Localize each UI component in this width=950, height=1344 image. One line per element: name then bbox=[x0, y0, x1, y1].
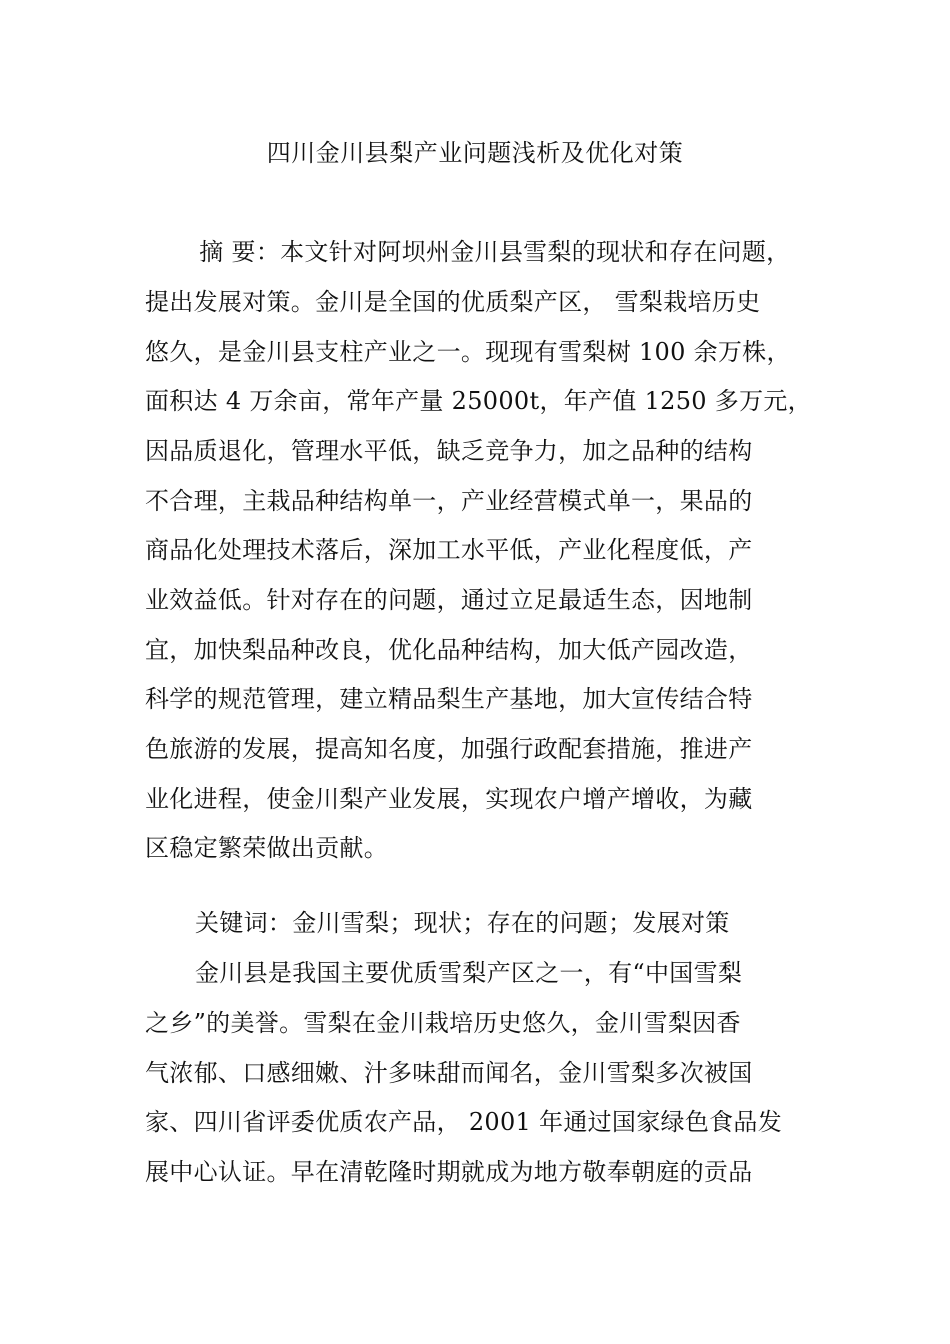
abstract-line: 摘 要：本文针对阿坝州金川县雪梨的现状和存在问题， bbox=[175, 238, 791, 266]
body-line: 家、四川省评委优质农产品， 2001 年通过国家绿色食品发 bbox=[145, 1108, 783, 1136]
body-line: 展中心认证。早在清乾隆时期就成为地方敬奉朝庭的贡品 bbox=[145, 1158, 753, 1186]
abstract-line: 科学的规范管理，建立精品梨生产基地，加大宣传结合特 bbox=[145, 685, 753, 713]
abstract-line: 因品质退化，管理水平低，缺乏竞争力，加之品种的结构 bbox=[145, 437, 753, 465]
abstract-line: 业效益低。针对存在的问题，通过立足最适生态，因地制 bbox=[145, 586, 753, 614]
abstract-line: 商品化处理技术落后，深加工水平低，产业化程度低，产 bbox=[145, 536, 753, 564]
abstract-line: 区稳定繁荣做出贡献。 bbox=[145, 834, 388, 862]
abstract-line: 宜，加快梨品种改良，优化品种结构，加大低产园改造， bbox=[145, 636, 753, 664]
abstract-line: 业化进程，使金川梨产业发展，实现农户增产增收，为藏 bbox=[145, 785, 753, 813]
body-line: 金川县是我国主要优质雪梨产区之一，有“中国雪梨 bbox=[195, 959, 743, 987]
document-title: 四川金川县梨产业问题浅析及优化对策 bbox=[266, 139, 684, 167]
keywords-line: 关键词：金川雪梨；现状；存在的问题；发展对策 bbox=[195, 909, 730, 937]
abstract-line: 悠久，是金川县支柱产业之一。现现有雪梨树 100 余万株， bbox=[145, 338, 791, 366]
abstract-line: 色旅游的发展，提高知名度，加强行政配套措施，推进产 bbox=[145, 735, 753, 763]
body-line: 之乡”的美誉。雪梨在金川栽培历史悠久，金川雪梨因香 bbox=[145, 1009, 741, 1037]
abstract-line: 面积达 4 万余亩，常年产量 25000t，年产值 1250 多万元， bbox=[145, 387, 812, 415]
abstract-line: 不合理，主栽品种结构单一，产业经营模式单一，果品的 bbox=[145, 487, 753, 515]
body-line: 气浓郁、口感细嫩、汁多味甜而闻名，金川雪梨多次被国 bbox=[145, 1059, 753, 1087]
abstract-line: 提出发展对策。金川是全国的优质梨产区， 雪梨栽培历史 bbox=[145, 288, 761, 316]
